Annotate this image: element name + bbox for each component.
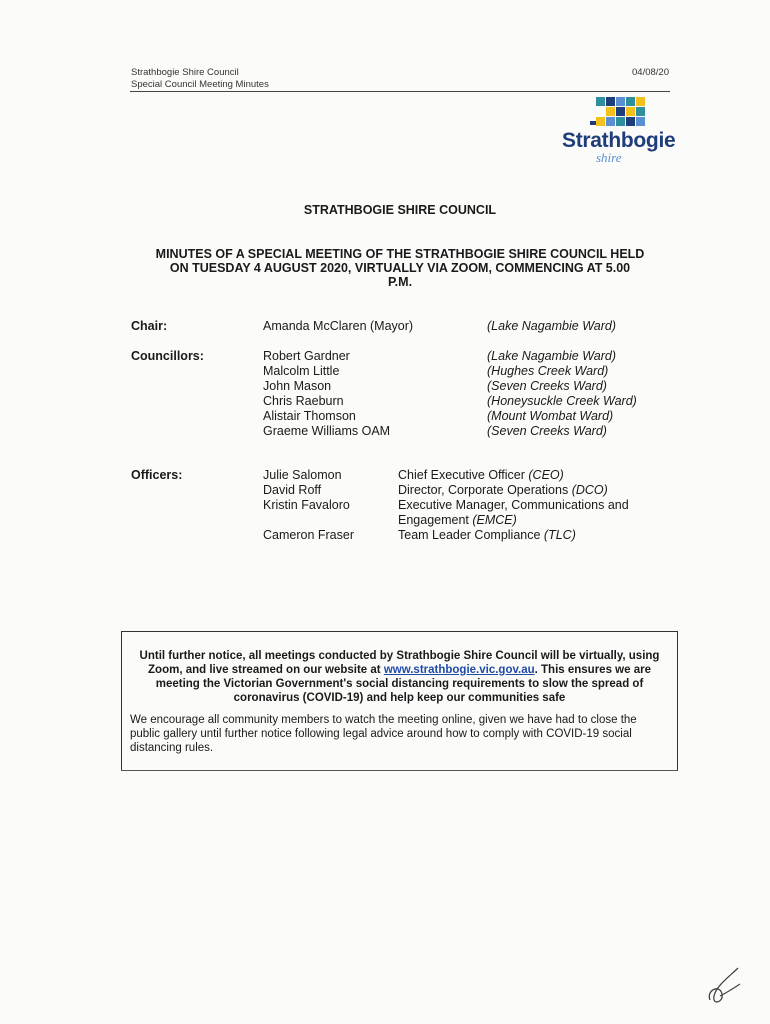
councillor-ward: (Lake Nagambie Ward)	[487, 349, 616, 363]
officer-role-abbr: (CEO)	[528, 468, 564, 482]
councillors-names	[263, 349, 390, 439]
officer-role	[398, 483, 608, 498]
chair-name: Amanda McClaren (Mayor)	[263, 319, 414, 333]
councillor-name: Graeme Williams OAM	[263, 424, 391, 438]
notice-bold-text	[122, 632, 677, 705]
councillor-ward: (Honeysuckle Creek Ward)	[487, 394, 637, 408]
logo-wordmark: Strathbogie	[562, 129, 676, 152]
councillors-wards	[487, 349, 637, 439]
strathbogie-logo	[560, 95, 685, 170]
notice-bold-part1: Until further notice, all meetings conducted by Strathbogie Shire Council will be virtually, using Zoom, and live streamed on our website at	[139, 650, 660, 676]
officer-role	[398, 468, 564, 483]
officer-name: Julie Salomon	[263, 468, 342, 482]
councillor-name: John Mason	[263, 379, 332, 393]
document-subtitle	[120, 247, 680, 289]
header-org: Strathbogie Shire Council	[131, 67, 239, 78]
notice-bold-part2: . This ensures we are meeting the Victorian Government's social distancing requirements to slow the spread of coronavirus (COVID-19) and help keep our communities safe	[155, 664, 651, 704]
officer-role	[398, 513, 517, 528]
officer-role-text: Engagement	[398, 513, 473, 527]
document-title: STRATHBOGIE SHIRE COUNCIL	[303, 203, 497, 217]
officer-role-text: Chief Executive Officer	[398, 468, 529, 482]
header-doc-title: Special Council Meeting Minutes	[131, 79, 269, 90]
chair-ward: (Lake Nagambie Ward)	[487, 319, 616, 333]
header-rule	[130, 91, 670, 92]
officer-role-text: Team Leader Compliance	[398, 528, 544, 542]
officer-role-text: Director, Corporate Operations	[398, 483, 572, 497]
councillor-ward: (Seven Creeks Ward)	[487, 379, 607, 393]
officer-name: Cameron Fraser	[263, 528, 354, 542]
notice-body-text: We encourage all community members to watch the meeting online, given we have had to close the public gallery until further notice following legal advice around how to comply with COVID-19 social distancing rules.	[130, 714, 637, 754]
officer-name: David Roff	[263, 483, 322, 497]
covid-notice-box	[121, 631, 678, 771]
officer-role-line1: Executive Manager, Communications and	[398, 498, 629, 512]
subtitle-line: ON TUESDAY 4 AUGUST 2020, VIRTUALLY VIA ZOOM, COMMENCING AT 5.00	[169, 261, 631, 275]
officer-role-abbr: (DCO)	[571, 483, 608, 497]
councillor-name: Malcolm Little	[263, 364, 340, 378]
officers-label: Officers:	[131, 468, 183, 482]
councillor-ward: (Mount Wombat Ward)	[487, 409, 614, 423]
subtitle-line: MINUTES OF A SPECIAL MEETING OF THE STRATHBOGIE SHIRE COUNCIL HELD	[155, 247, 645, 261]
officer-role-abbr: (TLC)	[543, 528, 576, 542]
councillors-label: Councillors:	[131, 349, 204, 363]
councillor-name: Chris Raeburn	[263, 394, 344, 408]
officer-name: Kristin Favaloro	[263, 498, 350, 512]
logo-subword: shire	[596, 150, 622, 165]
website-link[interactable]: www.strathbogie.vic.gov.au	[383, 664, 535, 676]
chair-label: Chair:	[131, 319, 168, 333]
councillor-name: Alistair Thomson	[263, 409, 356, 423]
councillor-name: Robert Gardner	[263, 349, 350, 363]
officer-role	[398, 528, 576, 543]
subtitle-line: P.M.	[387, 275, 413, 289]
officer-role-abbr: (EMCE)	[472, 513, 517, 527]
signature-mark	[700, 962, 750, 1012]
councillor-ward: (Hughes Creek Ward)	[487, 364, 609, 378]
header-date: 04/08/20	[632, 67, 669, 78]
notice-bottom-rule	[121, 770, 678, 771]
councillor-ward: (Seven Creeks Ward)	[487, 424, 607, 438]
